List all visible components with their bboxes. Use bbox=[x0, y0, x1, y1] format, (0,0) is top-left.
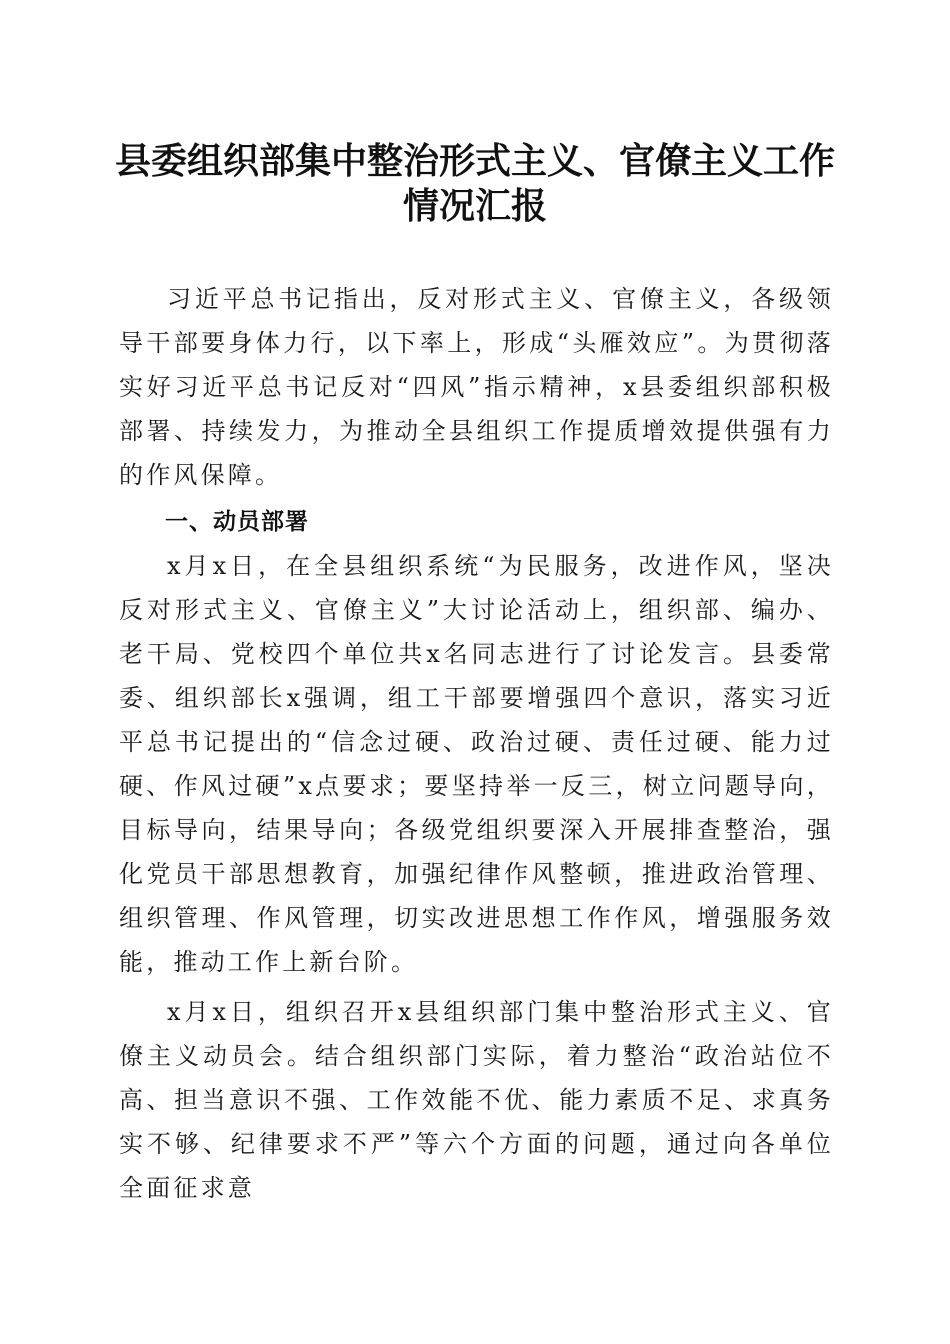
document-title-line-2: 情况汇报 bbox=[402, 185, 547, 227]
intro-paragraph: 习近平总书记指出，反对形式主义、官僚主义，各级领导干部要身体力行，以下率上，形成“头雁效应”。为贯彻落实好习近平总书记反对“四风”指示精神，x县委组织部积极部署、持续发力，为推动全县组织工作提质增效提供强有力的作风保障。 bbox=[119, 285, 834, 489]
document-title-line-1: 县委组织部集中整治形式主义、官僚主义工作 bbox=[114, 140, 835, 182]
body-paragraph-1: x月x日，在全县组织系统“为民服务，改进作风，坚决反对形式主义、官僚主义”大讨论活动上，组织部、编办、老干局、党校四个单位共x名同志进行了讨论发言。县委常委、组织部长x强调，组工干部要增强四个意识，落实习近平总书记提出的“信念过硬、政治过硬、责任过硬、能力过硬、作风过硬”x点要求；要坚持举一反三，树立问题导向，目标导向，结果导向；各级党组织要深入开展排查整治，强化党员干部思想教育，加强纪律作风整顿，推进政治管理、组织管理、作风管理，切实改进思想工作作风，增强服务效能，推动工作上新台阶。 bbox=[119, 552, 834, 976]
body-paragraph-2: x月x日，组织召开x县组织部门集中整治形式主义、官僚主义动员会。结合组织部门实际，着力整治“政治站位不高、担当意识不强、工作效能不优、能力素质不足、求真务实不够、纪律要求不严”等六个方面的问题，通过向各单位全面征求意 bbox=[119, 998, 834, 1202]
section-heading: 一、动员部署 bbox=[165, 509, 309, 535]
